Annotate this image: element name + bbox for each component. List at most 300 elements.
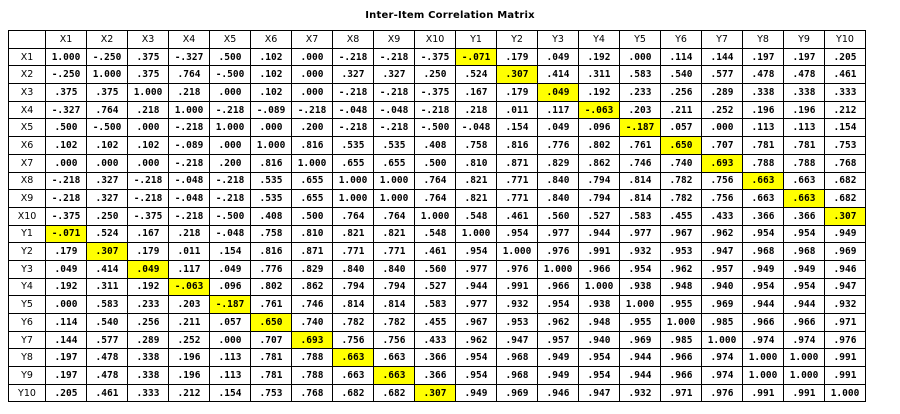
table-cell: .113 xyxy=(743,119,784,137)
table-cell: .771 xyxy=(497,190,538,208)
table-cell: .962 xyxy=(456,331,497,349)
table-cell: .781 xyxy=(784,137,825,155)
table-cell: .954 xyxy=(456,367,497,385)
table-cell: .756 xyxy=(702,172,743,190)
highlighted-cell: -.063 xyxy=(169,278,210,296)
table-cell: -.500 xyxy=(210,207,251,225)
table-cell: .218 xyxy=(128,101,169,119)
table-cell: .117 xyxy=(169,260,210,278)
table-cell: -.048 xyxy=(210,225,251,243)
table-cell: .871 xyxy=(292,243,333,261)
table-cell: 1.000 xyxy=(825,384,866,402)
table-cell: .940 xyxy=(702,278,743,296)
highlighted-cell: .307 xyxy=(87,243,128,261)
table-cell: .971 xyxy=(661,384,702,402)
table-row xyxy=(9,101,866,119)
table-cell: .985 xyxy=(702,314,743,332)
table-cell: .205 xyxy=(825,48,866,66)
table-cell: .814 xyxy=(374,296,415,314)
table-cell: .682 xyxy=(825,190,866,208)
table-row xyxy=(9,384,866,402)
column-header: Y6 xyxy=(661,31,702,49)
table-cell: .794 xyxy=(374,278,415,296)
table-cell: .788 xyxy=(292,367,333,385)
table-cell: .816 xyxy=(251,243,292,261)
row-header: X1 xyxy=(9,48,46,66)
column-header: X5 xyxy=(210,31,251,49)
column-header: X3 xyxy=(128,31,169,49)
table-cell: .814 xyxy=(620,190,661,208)
table-cell: .840 xyxy=(538,190,579,208)
table-cell: .947 xyxy=(579,384,620,402)
table-cell: .212 xyxy=(169,384,210,402)
table-cell: .327 xyxy=(374,66,415,84)
table-cell: -.218 xyxy=(374,119,415,137)
table-cell: .500 xyxy=(292,207,333,225)
table-cell: .955 xyxy=(661,296,702,314)
table-cell: -.218 xyxy=(210,101,251,119)
table-cell: -.218 xyxy=(415,101,456,119)
table-cell: 1.000 xyxy=(374,190,415,208)
table-cell: .682 xyxy=(333,384,374,402)
table-cell: -.218 xyxy=(210,190,251,208)
table-cell: .776 xyxy=(538,137,579,155)
table-cell: .096 xyxy=(579,119,620,137)
table-cell: .548 xyxy=(415,225,456,243)
table-cell: .197 xyxy=(46,349,87,367)
table-cell: .829 xyxy=(538,154,579,172)
table-cell: .954 xyxy=(784,225,825,243)
table-cell: .764 xyxy=(87,101,128,119)
table-cell: .000 xyxy=(128,154,169,172)
table-cell: .944 xyxy=(620,349,661,367)
table-cell: .117 xyxy=(538,101,579,119)
table-cell: -.048 xyxy=(333,101,374,119)
table-cell: .196 xyxy=(784,101,825,119)
table-cell: .944 xyxy=(743,296,784,314)
table-row xyxy=(9,190,866,208)
table-cell: .011 xyxy=(497,101,538,119)
highlighted-cell: .307 xyxy=(415,384,456,402)
table-cell: .560 xyxy=(538,207,579,225)
table-cell: .794 xyxy=(579,172,620,190)
table-row xyxy=(9,260,866,278)
row-header: X5 xyxy=(9,119,46,137)
table-cell: 1.000 xyxy=(702,331,743,349)
table-cell: -.089 xyxy=(169,137,210,155)
table-cell: .944 xyxy=(620,367,661,385)
table-cell: .192 xyxy=(128,278,169,296)
table-cell: .954 xyxy=(456,243,497,261)
table-cell: .816 xyxy=(292,137,333,155)
row-header: Y1 xyxy=(9,225,46,243)
table-cell: .338 xyxy=(128,367,169,385)
table-cell: .203 xyxy=(169,296,210,314)
table-cell: .655 xyxy=(292,190,333,208)
table-cell: .327 xyxy=(333,66,374,84)
table-cell: .196 xyxy=(169,367,210,385)
table-cell: .192 xyxy=(579,48,620,66)
corner-cell xyxy=(9,31,46,49)
table-cell: .197 xyxy=(784,48,825,66)
table-cell: .366 xyxy=(415,349,456,367)
table-cell: .000 xyxy=(702,119,743,137)
table-cell: .946 xyxy=(538,384,579,402)
table-cell: .821 xyxy=(374,225,415,243)
table-cell: .957 xyxy=(538,331,579,349)
matrix-title: Inter-Item Correlation Matrix xyxy=(365,10,535,21)
table-cell: .966 xyxy=(743,314,784,332)
table-cell: .333 xyxy=(128,384,169,402)
table-cell: .707 xyxy=(251,331,292,349)
table-cell: .461 xyxy=(87,384,128,402)
table-cell: .000 xyxy=(210,137,251,155)
table-cell: .816 xyxy=(497,137,538,155)
table-row xyxy=(9,207,866,225)
highlighted-cell: -.187 xyxy=(620,119,661,137)
table-cell: .366 xyxy=(784,207,825,225)
table-cell: .991 xyxy=(784,384,825,402)
table-cell: .707 xyxy=(702,137,743,155)
table-cell: .192 xyxy=(46,278,87,296)
table-cell: .758 xyxy=(251,225,292,243)
table-cell: .049 xyxy=(538,48,579,66)
table-cell: .433 xyxy=(415,331,456,349)
table-cell: .583 xyxy=(87,296,128,314)
table-cell: .968 xyxy=(497,349,538,367)
table-cell: 1.000 xyxy=(374,172,415,190)
table-cell: .771 xyxy=(374,243,415,261)
table-cell: .049 xyxy=(210,260,251,278)
table-row xyxy=(9,225,866,243)
matrix-body xyxy=(9,48,866,402)
table-cell: .968 xyxy=(784,243,825,261)
table-cell: .218 xyxy=(169,84,210,102)
table-cell: .000 xyxy=(251,119,292,137)
row-header: X6 xyxy=(9,137,46,155)
table-cell: 1.000 xyxy=(415,207,456,225)
table-cell: .535 xyxy=(251,172,292,190)
table-cell: .991 xyxy=(825,349,866,367)
table-cell: 1.000 xyxy=(251,137,292,155)
row-header: X10 xyxy=(9,207,46,225)
table-cell: -.218 xyxy=(128,190,169,208)
highlighted-cell: .663 xyxy=(743,172,784,190)
table-cell: .764 xyxy=(169,66,210,84)
table-cell: .535 xyxy=(374,137,415,155)
table-row xyxy=(9,278,866,296)
table-cell: .944 xyxy=(579,225,620,243)
table-cell: .327 xyxy=(87,172,128,190)
table-cell: -.327 xyxy=(169,48,210,66)
table-cell: .821 xyxy=(456,190,497,208)
table-cell: .461 xyxy=(825,66,866,84)
highlighted-cell: -.187 xyxy=(210,296,251,314)
table-cell: .966 xyxy=(579,260,620,278)
table-cell: .461 xyxy=(497,207,538,225)
table-cell: .154 xyxy=(210,384,251,402)
row-header: X4 xyxy=(9,101,46,119)
table-cell: .167 xyxy=(456,84,497,102)
table-cell: .862 xyxy=(579,154,620,172)
table-cell: .102 xyxy=(251,48,292,66)
column-header: X1 xyxy=(46,31,87,49)
table-cell: -.048 xyxy=(456,119,497,137)
table-cell: .962 xyxy=(661,260,702,278)
table-cell: .764 xyxy=(333,207,374,225)
table-cell: .144 xyxy=(702,48,743,66)
table-cell: .954 xyxy=(620,260,661,278)
table-cell: .179 xyxy=(497,84,538,102)
table-cell: .974 xyxy=(702,367,743,385)
table-cell: .000 xyxy=(128,119,169,137)
row-header: Y5 xyxy=(9,296,46,314)
highlighted-cell: .663 xyxy=(784,190,825,208)
table-cell: 1.000 xyxy=(333,190,374,208)
table-cell: .840 xyxy=(538,172,579,190)
table-cell: .976 xyxy=(497,260,538,278)
table-cell: .944 xyxy=(456,278,497,296)
table-cell: .311 xyxy=(87,278,128,296)
column-header: X7 xyxy=(292,31,333,49)
table-cell: -.500 xyxy=(87,119,128,137)
table-cell: -.218 xyxy=(169,207,210,225)
table-cell: .771 xyxy=(497,172,538,190)
table-cell: .949 xyxy=(538,367,579,385)
table-cell: .756 xyxy=(702,190,743,208)
table-cell: -.250 xyxy=(87,48,128,66)
table-cell: -.218 xyxy=(169,154,210,172)
table-cell: .682 xyxy=(374,384,415,402)
table-cell: .974 xyxy=(743,331,784,349)
table-cell: 1.000 xyxy=(497,243,538,261)
table-cell: .144 xyxy=(46,331,87,349)
table-cell: .102 xyxy=(87,137,128,155)
table-row xyxy=(9,349,866,367)
table-cell: .971 xyxy=(825,314,866,332)
table-cell: -.218 xyxy=(374,84,415,102)
row-header: Y10 xyxy=(9,384,46,402)
table-cell: .478 xyxy=(743,66,784,84)
table-cell: .947 xyxy=(702,243,743,261)
table-cell: .802 xyxy=(251,278,292,296)
table-cell: .781 xyxy=(251,367,292,385)
table-cell: .782 xyxy=(333,314,374,332)
row-header: X8 xyxy=(9,172,46,190)
table-cell: .949 xyxy=(456,384,497,402)
table-cell: .057 xyxy=(661,119,702,137)
table-cell: .746 xyxy=(620,154,661,172)
table-cell: -.218 xyxy=(46,172,87,190)
table-cell: .969 xyxy=(620,331,661,349)
table-cell: -.218 xyxy=(128,172,169,190)
highlighted-cell: .049 xyxy=(128,260,169,278)
table-cell: .862 xyxy=(292,278,333,296)
column-header: Y5 xyxy=(620,31,661,49)
table-cell: .338 xyxy=(784,84,825,102)
table-cell: .250 xyxy=(87,207,128,225)
column-header: Y4 xyxy=(579,31,620,49)
table-cell: .985 xyxy=(661,331,702,349)
table-cell: .433 xyxy=(702,207,743,225)
table-cell: .782 xyxy=(374,314,415,332)
table-cell: .252 xyxy=(169,331,210,349)
table-cell: .179 xyxy=(497,48,538,66)
table-cell: .000 xyxy=(210,331,251,349)
table-cell: .200 xyxy=(210,154,251,172)
table-cell: .776 xyxy=(251,260,292,278)
table-cell: 1.000 xyxy=(333,172,374,190)
table-cell: .938 xyxy=(620,278,661,296)
table-cell: 1.000 xyxy=(661,314,702,332)
table-cell: .000 xyxy=(87,154,128,172)
table-cell: .932 xyxy=(825,296,866,314)
table-cell: .932 xyxy=(497,296,538,314)
table-cell: .102 xyxy=(128,137,169,155)
table-cell: -.218 xyxy=(333,119,374,137)
highlighted-cell: .307 xyxy=(497,66,538,84)
table-cell: .192 xyxy=(579,84,620,102)
table-cell: .991 xyxy=(497,278,538,296)
table-cell: .375 xyxy=(128,48,169,66)
table-cell: -.375 xyxy=(415,84,456,102)
table-cell: .527 xyxy=(579,207,620,225)
column-header: Y9 xyxy=(784,31,825,49)
row-header: Y6 xyxy=(9,314,46,332)
table-cell: .967 xyxy=(661,225,702,243)
table-cell: .583 xyxy=(620,66,661,84)
table-cell: .102 xyxy=(46,137,87,155)
column-header: Y10 xyxy=(825,31,866,49)
highlighted-cell: .693 xyxy=(292,331,333,349)
table-cell: 1.000 xyxy=(784,367,825,385)
table-cell: .577 xyxy=(702,66,743,84)
table-cell: .753 xyxy=(825,137,866,155)
table-cell: .966 xyxy=(538,278,579,296)
table-cell: .375 xyxy=(46,84,87,102)
table-row xyxy=(9,243,866,261)
row-header: Y4 xyxy=(9,278,46,296)
table-cell: .000 xyxy=(620,48,661,66)
table-cell: .991 xyxy=(579,243,620,261)
table-cell: .976 xyxy=(825,331,866,349)
highlighted-cell: .663 xyxy=(333,349,374,367)
table-cell: .821 xyxy=(456,172,497,190)
table-cell: .414 xyxy=(538,66,579,84)
highlighted-cell: .650 xyxy=(251,314,292,332)
table-cell: .000 xyxy=(46,154,87,172)
table-cell: .840 xyxy=(374,260,415,278)
table-cell: .167 xyxy=(128,225,169,243)
table-cell: .954 xyxy=(538,296,579,314)
table-cell: .233 xyxy=(128,296,169,314)
table-cell: .821 xyxy=(333,225,374,243)
table-cell: .761 xyxy=(251,296,292,314)
table-cell: .991 xyxy=(825,367,866,385)
table-cell: .954 xyxy=(456,349,497,367)
table-cell: .663 xyxy=(743,190,784,208)
table-cell: .966 xyxy=(661,367,702,385)
header-row xyxy=(9,31,866,49)
table-cell: .829 xyxy=(292,260,333,278)
table-cell: .740 xyxy=(661,154,702,172)
table-cell: .408 xyxy=(251,207,292,225)
table-cell: .057 xyxy=(210,314,251,332)
table-row xyxy=(9,84,866,102)
row-header: X2 xyxy=(9,66,46,84)
table-cell: .949 xyxy=(784,260,825,278)
table-cell: .969 xyxy=(825,243,866,261)
table-cell: .196 xyxy=(169,349,210,367)
table-cell: .977 xyxy=(456,296,497,314)
table-cell: .802 xyxy=(579,137,620,155)
table-cell: .524 xyxy=(87,225,128,243)
table-cell: .974 xyxy=(784,331,825,349)
column-header: Y1 xyxy=(456,31,497,49)
table-cell: .955 xyxy=(620,314,661,332)
table-row xyxy=(9,154,866,172)
table-cell: 1.000 xyxy=(128,84,169,102)
table-cell: .788 xyxy=(784,154,825,172)
table-cell: .114 xyxy=(46,314,87,332)
table-cell: -.218 xyxy=(210,172,251,190)
table-cell: .976 xyxy=(702,384,743,402)
table-cell: .011 xyxy=(169,243,210,261)
highlighted-cell: -.063 xyxy=(579,101,620,119)
table-cell: .000 xyxy=(292,84,333,102)
table-cell: .977 xyxy=(620,225,661,243)
table-cell: .782 xyxy=(661,172,702,190)
table-cell: .289 xyxy=(128,331,169,349)
table-cell: .524 xyxy=(456,66,497,84)
table-cell: .788 xyxy=(743,154,784,172)
table-cell: .333 xyxy=(825,84,866,102)
table-cell: 1.000 xyxy=(784,349,825,367)
table-cell: .814 xyxy=(333,296,374,314)
table-cell: .954 xyxy=(579,349,620,367)
table-cell: .871 xyxy=(497,154,538,172)
table-cell: .663 xyxy=(784,172,825,190)
table-cell: .102 xyxy=(251,66,292,84)
highlighted-cell: -.071 xyxy=(456,48,497,66)
table-cell: .500 xyxy=(415,154,456,172)
table-cell: .197 xyxy=(743,48,784,66)
table-cell: .663 xyxy=(374,349,415,367)
table-cell: .954 xyxy=(743,278,784,296)
table-cell: .962 xyxy=(538,314,579,332)
table-cell: -.218 xyxy=(374,48,415,66)
table-cell: -.218 xyxy=(333,84,374,102)
table-row xyxy=(9,48,866,66)
column-header: X10 xyxy=(415,31,456,49)
row-header: Y3 xyxy=(9,260,46,278)
table-cell: 1.000 xyxy=(743,349,784,367)
table-cell: .816 xyxy=(251,154,292,172)
table-cell: .478 xyxy=(784,66,825,84)
table-cell: .966 xyxy=(784,314,825,332)
highlighted-cell: .663 xyxy=(374,367,415,385)
column-header: Y7 xyxy=(702,31,743,49)
table-cell: .455 xyxy=(661,207,702,225)
table-cell: .540 xyxy=(661,66,702,84)
table-cell: .583 xyxy=(620,207,661,225)
table-cell: .197 xyxy=(46,367,87,385)
table-cell: .211 xyxy=(169,314,210,332)
table-cell: .256 xyxy=(128,314,169,332)
table-cell: -.218 xyxy=(333,48,374,66)
table-cell: .211 xyxy=(661,101,702,119)
table-cell: .577 xyxy=(87,331,128,349)
